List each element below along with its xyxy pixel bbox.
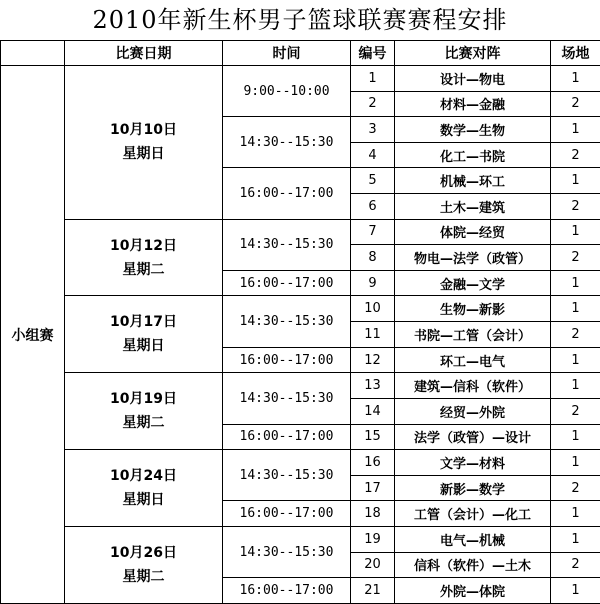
- court-number: 1: [551, 296, 600, 322]
- matchup: 体院—经贸: [395, 219, 551, 245]
- schedule-body: [1, 66, 600, 604]
- match-weekday: 星期日: [122, 492, 165, 509]
- game-number: 7: [351, 219, 395, 245]
- time-cell: 16:00--17:00: [223, 168, 351, 219]
- time-cell: 14:30--15:30: [223, 296, 351, 347]
- court-number: 1: [551, 578, 600, 604]
- time-cell: 16:00--17:00: [223, 578, 351, 604]
- match-weekday: 星期日: [122, 146, 165, 163]
- game-number: 17: [351, 475, 395, 501]
- matchup: 经贸—外院: [395, 398, 551, 424]
- court-number: 2: [551, 322, 600, 348]
- time-cell: 14:30--15:30: [223, 117, 351, 168]
- court-number: 2: [551, 398, 600, 424]
- matchup: 金融—文学: [395, 270, 551, 296]
- time-cell: 14:30--15:30: [223, 450, 351, 501]
- court-number: 1: [551, 219, 600, 245]
- game-number: 15: [351, 424, 395, 450]
- game-number: 18: [351, 501, 395, 527]
- page-title: 2010年新生杯男子篮球联赛赛程安排: [92, 6, 508, 34]
- court-number: 1: [551, 168, 600, 194]
- stage-cell: 小组赛: [1, 66, 65, 604]
- matchup: 机械—环工: [395, 168, 551, 194]
- table-row: [1, 66, 600, 92]
- match-weekday: 星期二: [122, 568, 165, 585]
- header-venue: 场地: [551, 41, 600, 66]
- court-number: 2: [551, 552, 600, 578]
- date-cell: [65, 66, 223, 220]
- table-row: [1, 526, 600, 552]
- game-number: 13: [351, 373, 395, 399]
- date-cell: [65, 219, 223, 296]
- court-number: 1: [551, 66, 600, 92]
- court-number: 2: [551, 194, 600, 220]
- game-number: 6: [351, 194, 395, 220]
- game-number: 2: [351, 91, 395, 117]
- matchup: 法学（政管）—设计: [395, 424, 551, 450]
- court-number: 2: [551, 91, 600, 117]
- table-row: [1, 373, 600, 399]
- time-cell: 16:00--17:00: [223, 501, 351, 527]
- match-date: 10月26日: [110, 544, 177, 561]
- game-number: 4: [351, 142, 395, 168]
- court-number: 1: [551, 450, 600, 476]
- court-number: 2: [551, 475, 600, 501]
- match-weekday: 星期二: [122, 415, 165, 432]
- game-number: 8: [351, 245, 395, 271]
- time-cell: 14:30--15:30: [223, 219, 351, 270]
- time-cell: 14:30--15:30: [223, 526, 351, 577]
- court-number: 1: [551, 526, 600, 552]
- matchup: 信科（软件）—土木: [395, 552, 551, 578]
- table-row: [1, 219, 600, 245]
- game-number: 11: [351, 322, 395, 348]
- matchup: 设计—物电: [395, 66, 551, 92]
- matchup: 化工—书院: [395, 142, 551, 168]
- court-number: 2: [551, 142, 600, 168]
- matchup: 文学—材料: [395, 450, 551, 476]
- match-weekday: 星期二: [122, 261, 165, 278]
- matchup: 建筑—信科（软件）: [395, 373, 551, 399]
- date-cell: [65, 526, 223, 603]
- game-number: 16: [351, 450, 395, 476]
- game-number: 14: [351, 398, 395, 424]
- matchup: 书院—工管（会计）: [395, 322, 551, 348]
- court-number: 1: [551, 270, 600, 296]
- time-cell: 16:00--17:00: [223, 270, 351, 296]
- game-number: 3: [351, 117, 395, 143]
- match-date: 10月17日: [110, 314, 177, 331]
- date-cell: [65, 450, 223, 527]
- matchup: 生物—新影: [395, 296, 551, 322]
- matchup: 土木—建筑: [395, 194, 551, 220]
- matchup: 电气—机械: [395, 526, 551, 552]
- date-cell: [65, 296, 223, 373]
- matchup: 环工—电气: [395, 347, 551, 373]
- game-number: 20: [351, 552, 395, 578]
- court-number: 1: [551, 501, 600, 527]
- game-number: 19: [351, 526, 395, 552]
- match-date: 10月12日: [110, 237, 177, 254]
- header-time: 时间: [223, 41, 351, 66]
- court-number: 2: [551, 245, 600, 271]
- time-cell: 14:30--15:30: [223, 373, 351, 424]
- matchup: 新影—数学: [395, 475, 551, 501]
- match-date: 10月24日: [110, 468, 177, 485]
- header-stage: [1, 41, 65, 66]
- court-number: 1: [551, 424, 600, 450]
- game-number: 5: [351, 168, 395, 194]
- table-row: [1, 296, 600, 322]
- matchup: 外院—体院: [395, 578, 551, 604]
- matchup: 物电—法学（政管）: [395, 245, 551, 271]
- game-number: 1: [351, 66, 395, 92]
- date-cell: [65, 373, 223, 450]
- time-cell: 16:00--17:00: [223, 347, 351, 373]
- court-number: 1: [551, 373, 600, 399]
- header-date: 比赛日期: [65, 41, 223, 66]
- game-number: 21: [351, 578, 395, 604]
- court-number: 1: [551, 347, 600, 373]
- header-num: 编号: [351, 41, 395, 66]
- matchup: 工管（会计）—化工: [395, 501, 551, 527]
- header-match: 比赛对阵: [395, 41, 551, 66]
- game-number: 9: [351, 270, 395, 296]
- matchup: 数学—生物: [395, 117, 551, 143]
- matchup: 材料—金融: [395, 91, 551, 117]
- match-date: 10月19日: [110, 391, 177, 408]
- match-weekday: 星期日: [122, 338, 165, 355]
- time-cell: 16:00--17:00: [223, 424, 351, 450]
- table-row: [1, 450, 600, 476]
- match-date: 10月10日: [110, 122, 177, 139]
- time-cell: 9:00--10:00: [223, 66, 351, 117]
- court-number: 1: [551, 117, 600, 143]
- header-row: [1, 41, 600, 66]
- game-number: 12: [351, 347, 395, 373]
- schedule-table: [0, 40, 600, 604]
- game-number: 10: [351, 296, 395, 322]
